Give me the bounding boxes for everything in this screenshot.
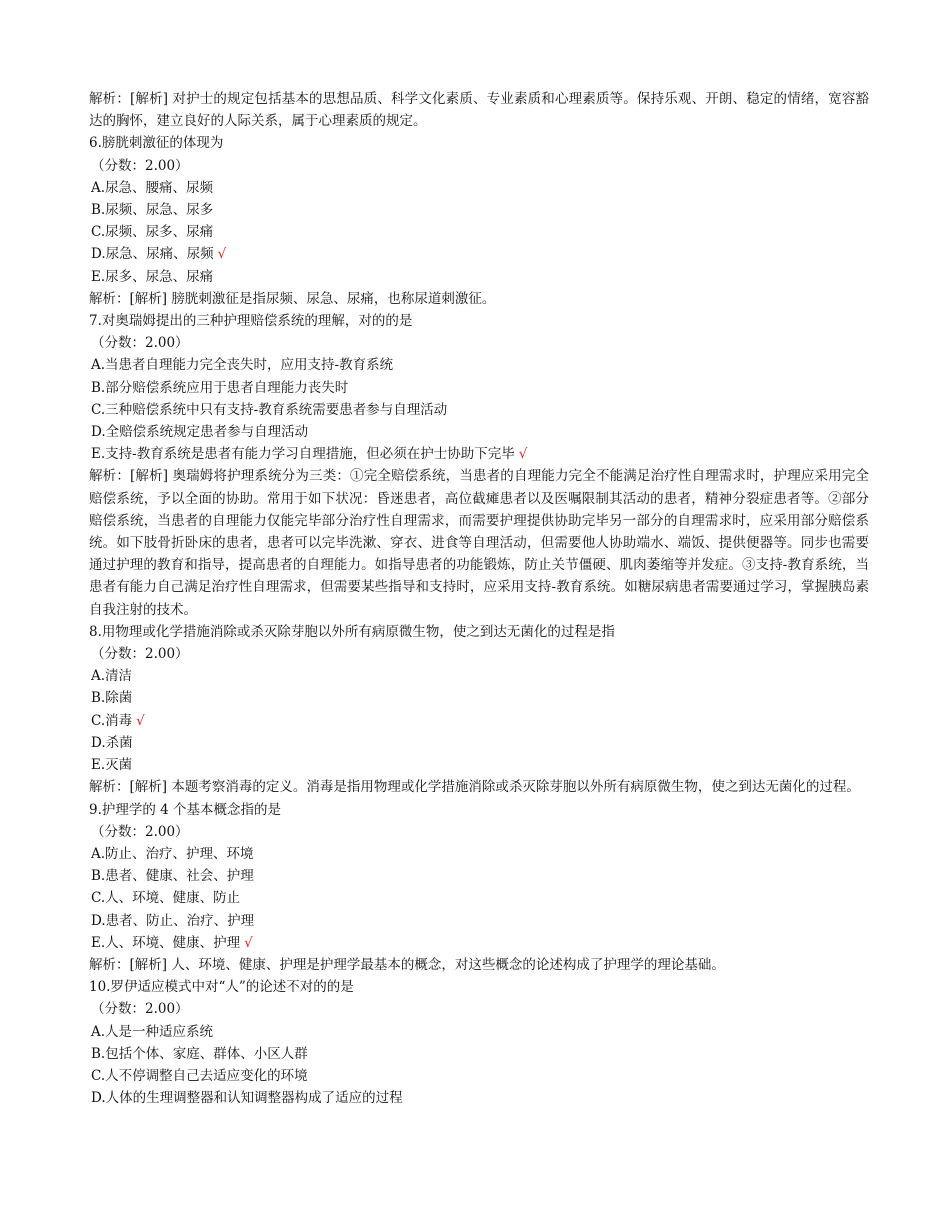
option-q7-e-row [89, 443, 869, 465]
option-q6-d: D.尿急、尿痛、尿频 [91, 246, 214, 263]
score-q9: （分数：2.00） [91, 823, 189, 840]
option-q7-a: A.当患者自理能力完全丧失时，应用支持-教育系统 [91, 357, 394, 374]
option-q7-c: C.三种赔偿系统中只有支持-教育系统需要患者参与自理活动 [91, 401, 448, 418]
option-q10-a: A.人是一种适应系统 [91, 1023, 214, 1040]
option-q8-b: B.除菌 [91, 690, 133, 707]
explanation-q5: 解析：[解析] 对护士的规定包括基本的思想品质、科学文化素质、专业素质和心理素质等。保持乐观、开朗、稳定的情绪，宽容豁达的胸怀，建立良好的人际关系，属于心理素质的规定。 [89, 91, 869, 130]
correct-check-icon: √ [217, 246, 227, 263]
option-q10-c: C.人不停调整自己去适应变化的环境 [91, 1067, 308, 1084]
option-q8-a: A.清洁 [91, 668, 133, 685]
option-q9-b: B.患者、健康、社会、护理 [91, 868, 254, 885]
explanation-q8: 解析：[解析] 本题考察消毒的定义。消毒是指用物理或化学措施消除或杀灭除芽胞以外所有病原微生物，使之到达无菌化的过程。 [89, 779, 860, 796]
explanation-q9: 解析：[解析] 人、环境、健康、护理是护理学最基本的概念，对这些概念的论述构成了护理学的理论基础。 [89, 956, 725, 973]
score-q6: （分数：2.00） [91, 157, 189, 174]
option-q10-b: B.包括个体、家庭、群体、小区人群 [91, 1045, 308, 1062]
correct-check-icon: √ [244, 934, 253, 951]
question-9: 9.护理学的 4 个基本概念指的是 [89, 801, 282, 818]
document-page [89, 88, 869, 1109]
option-q9-e-row [89, 932, 869, 954]
explanation-q6: 解析：[解析] 膀胱刺激征是指尿频、尿急、尿痛，也称尿道刺激征。 [89, 290, 496, 307]
option-q6-b: B.尿频、尿急、尿多 [91, 202, 214, 219]
score-q7: （分数：2.00） [91, 335, 189, 352]
option-q6-a: A.尿急、腰痛、尿频 [91, 179, 214, 196]
option-q7-e: E.支持-教育系统是患者有能力学习自理措施，但必须在护士协助下完毕 [91, 446, 515, 463]
option-q9-d: D.患者、防止、治疗、护理 [91, 912, 255, 929]
explanation-q7: 解析：[解析] 奥瑞姆将护理系统分为三类：①完全赔偿系统，当患者的自理能力完全不能满足治疗性自理需求时，护理应采用完全赔偿系统，予以全面的协助。常用于如下状况：昏迷患者，高位截瘫患者以及医嘱限制其活动的患者，精神分裂症患者等。②部分赔偿系统，当患者的自理能力仅能完毕部分治疗性自理需求，而需要护理提供协助完毕另一部分的自理需求时，应采用部分赔偿系统。如下肢骨折卧床的患者，患者可以完毕洗漱、穿衣、进食等自理活动，但需要他人协助端水、端饭、提供便器等。同步也需要通过护理的教育和指导，提高患者的自理能力。如指导患者的功能锻炼，防止关节僵硬、肌肉萎缩等并发症。③支持-教育系统，当患者有能力自己满足治疗性自理需求，但需要某些指导和支持时，应采用支持-教育系统。如糖尿病患者需要通过学习，掌握胰岛素自我注射的技术。 [89, 468, 869, 618]
correct-check-icon: √ [136, 712, 145, 729]
option-q8-c: C.消毒 [91, 712, 133, 729]
option-q10-d: D.人体的生理调整器和认知调整器构成了适应的过程 [91, 1090, 403, 1107]
question-7: 7.对奥瑞姆提出的三种护理赔偿系统的理解，对的的是 [89, 313, 413, 330]
option-q7-d: D.全赔偿系统规定患者参与自理活动 [91, 424, 309, 441]
option-q9-e: E.人、环境、健康、护理 [91, 934, 241, 951]
question-6: 6.膀胱刺激征的体现为 [89, 135, 224, 152]
option-q7-b: B.部分赔偿系统应用于患者自理能力丧失时 [91, 379, 349, 396]
option-q8-e: E.灭菌 [91, 757, 133, 774]
option-q6-d-row [89, 243, 869, 265]
option-q8-d: D.杀菌 [91, 734, 133, 751]
score-q10: （分数：2.00） [91, 1001, 189, 1018]
correct-check-icon: √ [518, 446, 528, 463]
option-q6-c: C.尿频、尿多、尿痛 [91, 224, 214, 241]
question-10: 10.罗伊适应模式中对“人”的论述不对的的是 [89, 979, 354, 996]
option-q9-c: C.人、环境、健康、防止 [91, 890, 241, 907]
question-8: 8.用物理或化学措施消除或杀灭除芽胞以外所有病原微生物，使之到达无菌化的过程是指 [89, 623, 615, 640]
option-q8-c-row [89, 710, 869, 732]
option-q9-a: A.防止、治疗、护理、环境 [91, 845, 254, 862]
score-q8: （分数：2.00） [91, 646, 189, 663]
option-q6-e: E.尿多、尿急、尿痛 [91, 268, 214, 285]
